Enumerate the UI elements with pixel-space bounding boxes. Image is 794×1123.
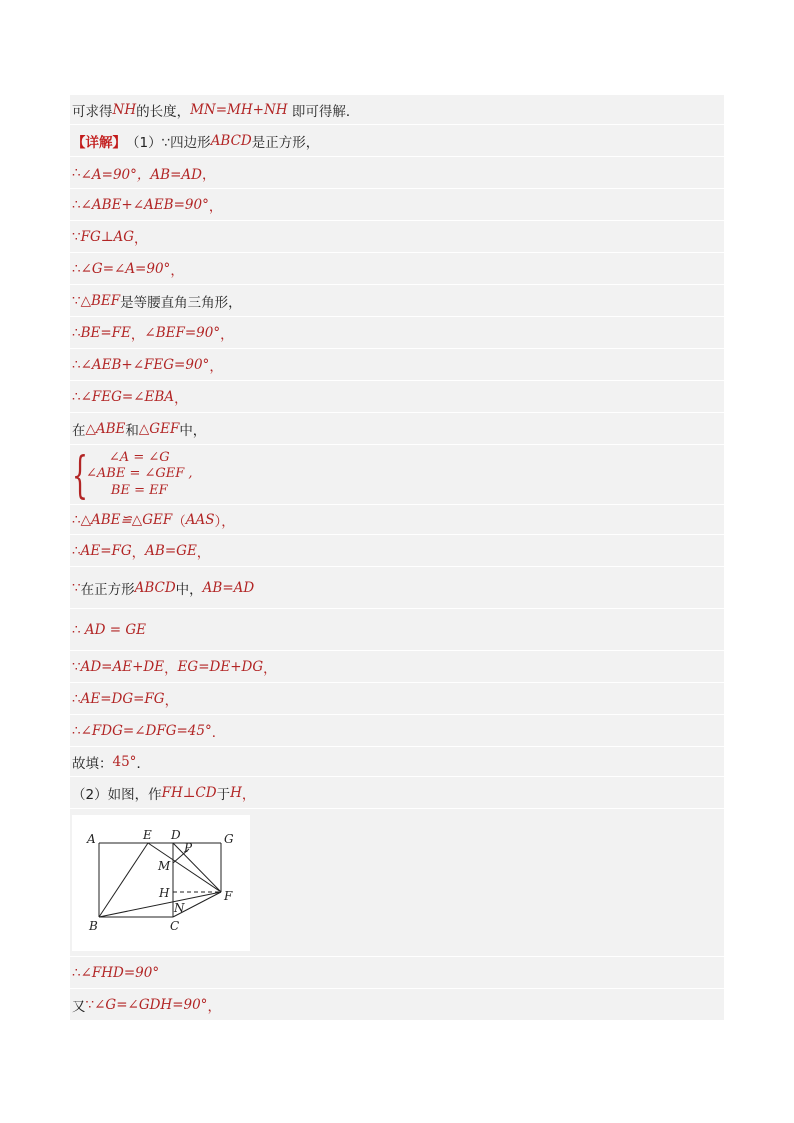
left-brace: { (72, 445, 88, 504)
text-run: ∵ (85, 996, 95, 1013)
text-run: ， (241, 786, 256, 803)
text-run: 和 (125, 422, 139, 439)
square-diagram (72, 815, 250, 947)
solution-line (70, 609, 724, 651)
solution-line (70, 317, 724, 349)
math-expression: H (230, 784, 242, 801)
text-run: 又 (72, 998, 86, 1015)
text-run: 在正方形 (80, 581, 135, 598)
math-expression: AE=DG=FG (80, 690, 165, 707)
equation-system (86, 450, 193, 500)
math-expression: MN=MH+NH (190, 101, 288, 118)
solution-line (70, 535, 724, 567)
math-expression: ABCD (134, 579, 176, 596)
text-run: ∴ (72, 511, 81, 528)
label-e: E (143, 828, 152, 842)
text-run: ∴ (72, 164, 81, 181)
text-run: （1）∵四边形 (126, 134, 211, 151)
text-run: 中， (175, 581, 203, 598)
text-run: ∵ (72, 579, 81, 596)
text-run: ∴ (72, 621, 85, 638)
text-run: ， (164, 660, 178, 677)
text-run: ∵ (72, 292, 81, 309)
segment-df (173, 843, 221, 892)
text-run: ， (209, 358, 223, 375)
text-run: ， (196, 544, 211, 561)
text-run: ∴ (72, 388, 81, 405)
math-expression: FG⊥AG (80, 228, 134, 245)
solution-line (70, 777, 724, 809)
math-expression: AD = GE (84, 621, 146, 638)
text-run: ， (174, 390, 188, 407)
math-expression: AE=FG (80, 542, 132, 559)
text-run: ）， (214, 513, 235, 530)
text-run: ∴ (72, 260, 81, 277)
math-expression: NH (112, 101, 137, 118)
text-run: 可求得 (72, 103, 113, 120)
label-a: A (87, 832, 96, 846)
label-f: F (224, 889, 233, 903)
system-equation: ∠A = ∠G (108, 449, 170, 465)
text-run: ． (136, 755, 150, 772)
solution-line (70, 505, 724, 535)
math-expression: ∠G=∠A=90° (80, 260, 171, 277)
math-expression: △ABE (85, 420, 126, 437)
solution-line (70, 95, 724, 125)
text-run: ． (211, 724, 226, 741)
text-run: 的长度， (136, 103, 191, 120)
solution-line (70, 285, 724, 317)
math-expression: ABCD (210, 132, 252, 149)
text-run: ∴ (72, 196, 81, 213)
text-run: 是正方形， (251, 134, 320, 151)
system-equation: BE = EF (110, 482, 168, 498)
math-expression: ∠A=90°，AB=AD (80, 166, 202, 183)
label-d: D (171, 828, 181, 842)
solution-line (70, 413, 724, 445)
text-run: ， (220, 326, 234, 343)
text-run: ， (164, 692, 179, 709)
text-run: ， (207, 998, 221, 1015)
math-expression: AB=GE (145, 542, 197, 559)
solution-line (70, 157, 724, 189)
text-run: ∴ (72, 722, 81, 739)
math-expression: FH⊥CD (161, 784, 217, 801)
text-run: ∴ (72, 324, 81, 341)
text-run: ∵ (72, 658, 81, 675)
text-run: （2）如图，作 (72, 786, 162, 803)
text-run: ∴ (72, 690, 81, 707)
label-g: G (224, 832, 234, 846)
label-m: M (158, 859, 171, 873)
solution-line (70, 747, 724, 777)
system-equation: ∠ABE = ∠GEF , (86, 466, 193, 482)
math-expression: AB=AD (202, 579, 255, 596)
text-run: ， (170, 262, 184, 279)
text-run: ， (263, 660, 277, 677)
math-expression: △GEF (138, 420, 180, 437)
text-run: ， (130, 326, 145, 343)
solution-line (70, 957, 724, 989)
solution-line (70, 567, 724, 609)
solution-line (70, 809, 724, 957)
text-run: 在 (72, 422, 86, 439)
label-h: H (159, 886, 170, 900)
math-expression: ∠AEB+∠FEG=90° (80, 356, 210, 373)
geometry-figure (72, 815, 250, 951)
label-p: P (184, 841, 193, 855)
text-run: 于 (216, 786, 231, 803)
math-expression: ∠G=∠GDH=90° (94, 996, 208, 1013)
solution-document (70, 95, 724, 1021)
text-run: ∴ (72, 964, 81, 981)
label-n: N (174, 901, 185, 915)
solution-line (70, 683, 724, 715)
math-expression: ∠BEF=90° (144, 324, 221, 341)
text-run: ∵ (72, 228, 81, 245)
math-expression: AD=AE+DE (80, 658, 165, 675)
math-expression: ∠FEG=∠EBA (80, 388, 175, 405)
solution-line (70, 189, 724, 221)
text-run: ， (131, 544, 146, 561)
segment-be (99, 843, 148, 917)
text-run: ， (133, 230, 148, 247)
text-run: 45° (112, 753, 137, 770)
solution-line (70, 381, 724, 413)
text-run: ∴ (72, 356, 81, 373)
text-run: ， (201, 166, 216, 183)
math-expression: EG=DE+DG (177, 658, 264, 675)
math-expression: △ABE≌△GEF (80, 511, 173, 528)
label-c: C (170, 919, 180, 933)
solution-line (70, 349, 724, 381)
solution-line (70, 715, 724, 747)
text-run: 【详解】 (72, 134, 126, 151)
math-expression: AAS (185, 511, 215, 528)
label-b: B (89, 919, 98, 933)
math-expression: △BEF (80, 292, 121, 309)
text-run: 故填： (72, 755, 113, 772)
text-run: 是等腰直角三角形， (120, 294, 242, 311)
solution-line (70, 253, 724, 285)
solution-line (70, 221, 724, 253)
solution-line (70, 125, 724, 157)
math-expression: ∠FHD=90° (80, 964, 160, 981)
text-run: （ (172, 513, 186, 530)
solution-line (70, 445, 724, 505)
text-run: ， (208, 198, 223, 215)
math-expression: ∠ABE+∠AEB=90° (80, 196, 209, 213)
solution-line (70, 989, 724, 1021)
text-run: 中， (179, 422, 207, 439)
math-expression: BE=FE (80, 324, 131, 341)
text-run: ∴ (72, 542, 81, 559)
math-expression: ∠FDG=∠DFG=45° (80, 722, 212, 739)
text-run: 即可得解． (287, 103, 360, 120)
solution-line (70, 651, 724, 683)
